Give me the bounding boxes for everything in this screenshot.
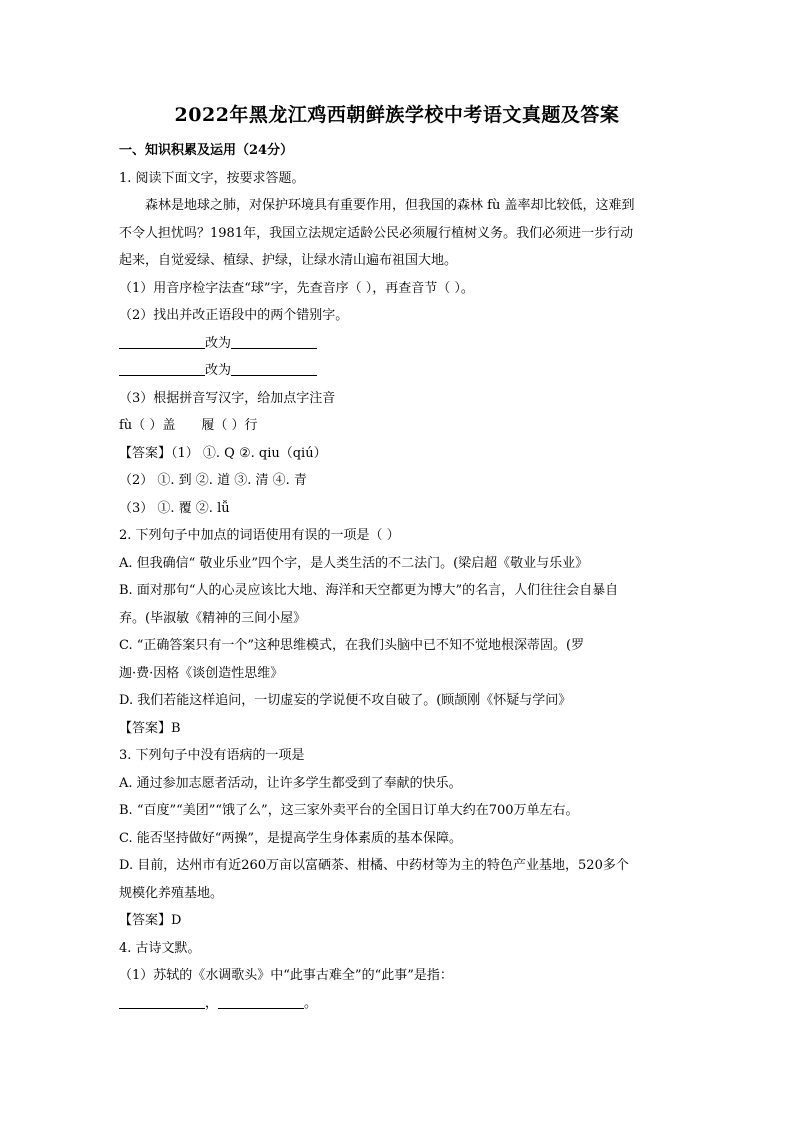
- q2-option-b-line-2: 弃。(毕淑敏《精神的三间小屋》: [119, 610, 307, 626]
- q2-option-c-line-1: C. “正确答案只有一个”这种思维模式，在我们头脑中已不知不觉地根深蒂固。(罗: [119, 638, 585, 653]
- q1-sub3-lv: 履（ ）行: [201, 418, 258, 433]
- correction-row-2: [119, 357, 679, 385]
- answer-blank[interactable]: [231, 361, 317, 376]
- q1-sub2: （2）找出并改正语段中的两个错别字。: [119, 308, 349, 323]
- correction-row-1: [119, 330, 679, 358]
- q2-option-c-line-2: 迦·费·因格《谈创造性思维》: [119, 665, 284, 681]
- answer-blank[interactable]: [119, 361, 205, 376]
- section-heading: 一、知识积累及运用（24分）: [119, 143, 294, 158]
- answer-blank[interactable]: [231, 334, 317, 349]
- answer-blank[interactable]: [218, 994, 304, 1009]
- q1-answer-1: 【答案】（1） ①. Q ②. qiu（qiú）: [119, 445, 327, 461]
- q3-option-d-line-2: 规模化养殖基地。: [119, 885, 224, 901]
- q1-answer-2: （2） ①. 到 ②. 道 ③. 清 ④. 青: [119, 473, 307, 488]
- q1-sub3-items: [119, 412, 679, 440]
- change-to-label: 改为: [205, 363, 232, 378]
- q3-option-d-line-1: D. 目前，达州市有近260万亩以富硒茶、柑橘、中药材等为主的特色产业基地，520多个: [119, 858, 629, 873]
- q1-passage-line-1: 森林是地球之肺，对保护环境具有重要作用，但我国的森林 fù 盖率却比较低，这难到: [145, 198, 635, 213]
- page-title: 2022年黑龙江鸡西朝鲜族学校中考语文真题及答案: [174, 104, 620, 126]
- q1-sub3-fu: fù（ ）盖: [119, 418, 176, 433]
- q4-sub1: （1）苏轼的《水调歌头》中“此事古难全”的“此事”是指：: [119, 968, 453, 983]
- q2-answer: 【答案】B: [119, 720, 181, 736]
- question-1-stem: 1. 阅读下面文字，按要求答题。: [119, 170, 305, 186]
- q1-passage-line-2: 不令人担忧吗？1981年，我国立法规定适龄公民必须履行植树义务。我们必须进一步行动: [119, 225, 634, 241]
- q1-sub3: （3）根据拼音写汉字，给加点字注音: [119, 390, 336, 406]
- q1-sub1: （1）用音序检字法查“球”字，先查音序（ ），再查音节（ ）。: [119, 280, 474, 296]
- change-to-label: 改为: [205, 335, 232, 351]
- question-3-stem: 3. 下列句子中没有语病的一项是: [119, 748, 305, 763]
- q3-answer: 【答案】D: [119, 913, 182, 928]
- q2-option-d: D. 我们若能这样追问，一切虚妄的学说便不攻自破了。(顾颉刚《怀疑与学问》: [119, 693, 572, 708]
- q3-option-b: B. “百度”“美团”“饿了么”，这三家外卖平台的全国日订单大约在700万单左右。: [119, 803, 579, 818]
- question-2-stem: 2. 下列句子中加点的词语使用有误的一项是（ ）: [119, 528, 400, 543]
- answer-blank[interactable]: [119, 994, 205, 1009]
- q2-option-a: A. 但我确信“ 敬业乐业”四个字，是人类生活的不二法门。(梁启超《敬业与乐业》: [119, 555, 589, 571]
- q3-option-a: A. 通过参加志愿者活动，让许多学生都受到了奉献的快乐。: [119, 775, 462, 791]
- q3-option-c: C. 能否坚持做好“两操”，是提高学生身体素质的基本保障。: [119, 830, 463, 846]
- question-4-stem: 4. 古诗文默。: [119, 940, 201, 956]
- period-mark: 。: [304, 995, 318, 1011]
- q1-answer-3: （3） ①. 覆 ②. lǚ: [119, 500, 230, 516]
- comma-mark: ，: [205, 995, 219, 1011]
- q1-passage-line-3: 起来，自觉爱绿、植绿、护绿，让绿水清山遍布祖国大地。: [119, 253, 458, 268]
- answer-blank[interactable]: [119, 334, 205, 349]
- q4-answer-row: [119, 990, 679, 1018]
- q2-option-b-line-1: B. 面对那句“人的心灵应该比大地、海洋和天空都更为博大”的名言，人们往往会自暴自: [119, 583, 619, 598]
- document-body: [119, 137, 679, 1017]
